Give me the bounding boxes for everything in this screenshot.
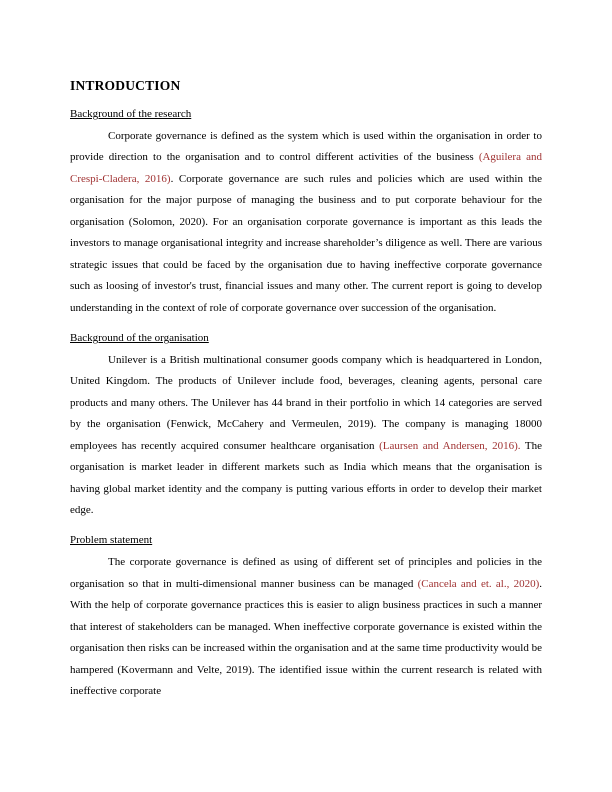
body-text: Corporate governance is defined as the system which is used within the organisation in order to provide direction to the organisation and to control different activities of the business (70, 130, 542, 164)
page-title: INTRODUCTION (70, 78, 181, 93)
section-paragraph (70, 552, 542, 702)
body-text: The corporate governance is defined as using of different set of principles and policies in the organisation so that in multi-dimensional manner business can be managed (70, 556, 542, 590)
section-background-of-the-organisation (70, 332, 542, 522)
body-text: Unilever is a British multinational consumer goods company which is headquartered in London, United Kingdom. The products of Unilever include food, beverages, cleaning agents, personal care products and many others. The Unilever has 44 brand in their portfolio in which 14 categories are served by the organisation (Fenwick, McCahery and Vermeulen, 2019). The company is managing 18000 employees has recently acquired consumer healthcare organisation (70, 353, 542, 452)
section-heading: Background of the organisation (70, 331, 209, 344)
body-text: . With the help of corporate governance practices this is easier to align business practices in such a manner that interest of stakeholders can be managed. When ineffective corporate governance is existed within the organisation then risks can be increased within the organisation and at the same time productivity would be hampered (Kovermann and Velte, 2019). The identified issue within the current research is related with ineffective corporate (70, 577, 542, 698)
section-heading: Background of the research (70, 108, 192, 120)
section-paragraph (70, 126, 542, 319)
body-text: . Corporate governance are such rules and policies which are used within the organisation for the major purpose of managing the business and to put corporate behaviour for the organisation (Solomon, 2020). For an organisation corporate governance is important as this leads the investors to manage organisational integrity and increase shareholder’s diligence as well. There are various strategic issues that could be faced by the organisation due to having ineffective corporate governance such as loosing of investor's trust, financial issues and many other. The current report is going to develop understanding in the context of role of corporate governance over succession of the organisation. (70, 172, 542, 314)
citation-reference: (Aguilera and Crespi-Cladera, 2016) (70, 151, 543, 185)
section-heading: Problem statement (70, 534, 153, 547)
section-paragraph (70, 350, 542, 522)
body-text: The organisation is market leader in different markets such as India which means that the organisation is having global market identity and the company is putting various efforts in order to develop their market edge. (70, 439, 543, 516)
citation-reference: (Laursen and Andersen, 2016). (379, 439, 521, 452)
citation-reference: (Cancela and et. al., 2020) (417, 577, 540, 590)
section-background-of-the-research (70, 108, 542, 319)
section-problem-statement (70, 534, 542, 702)
